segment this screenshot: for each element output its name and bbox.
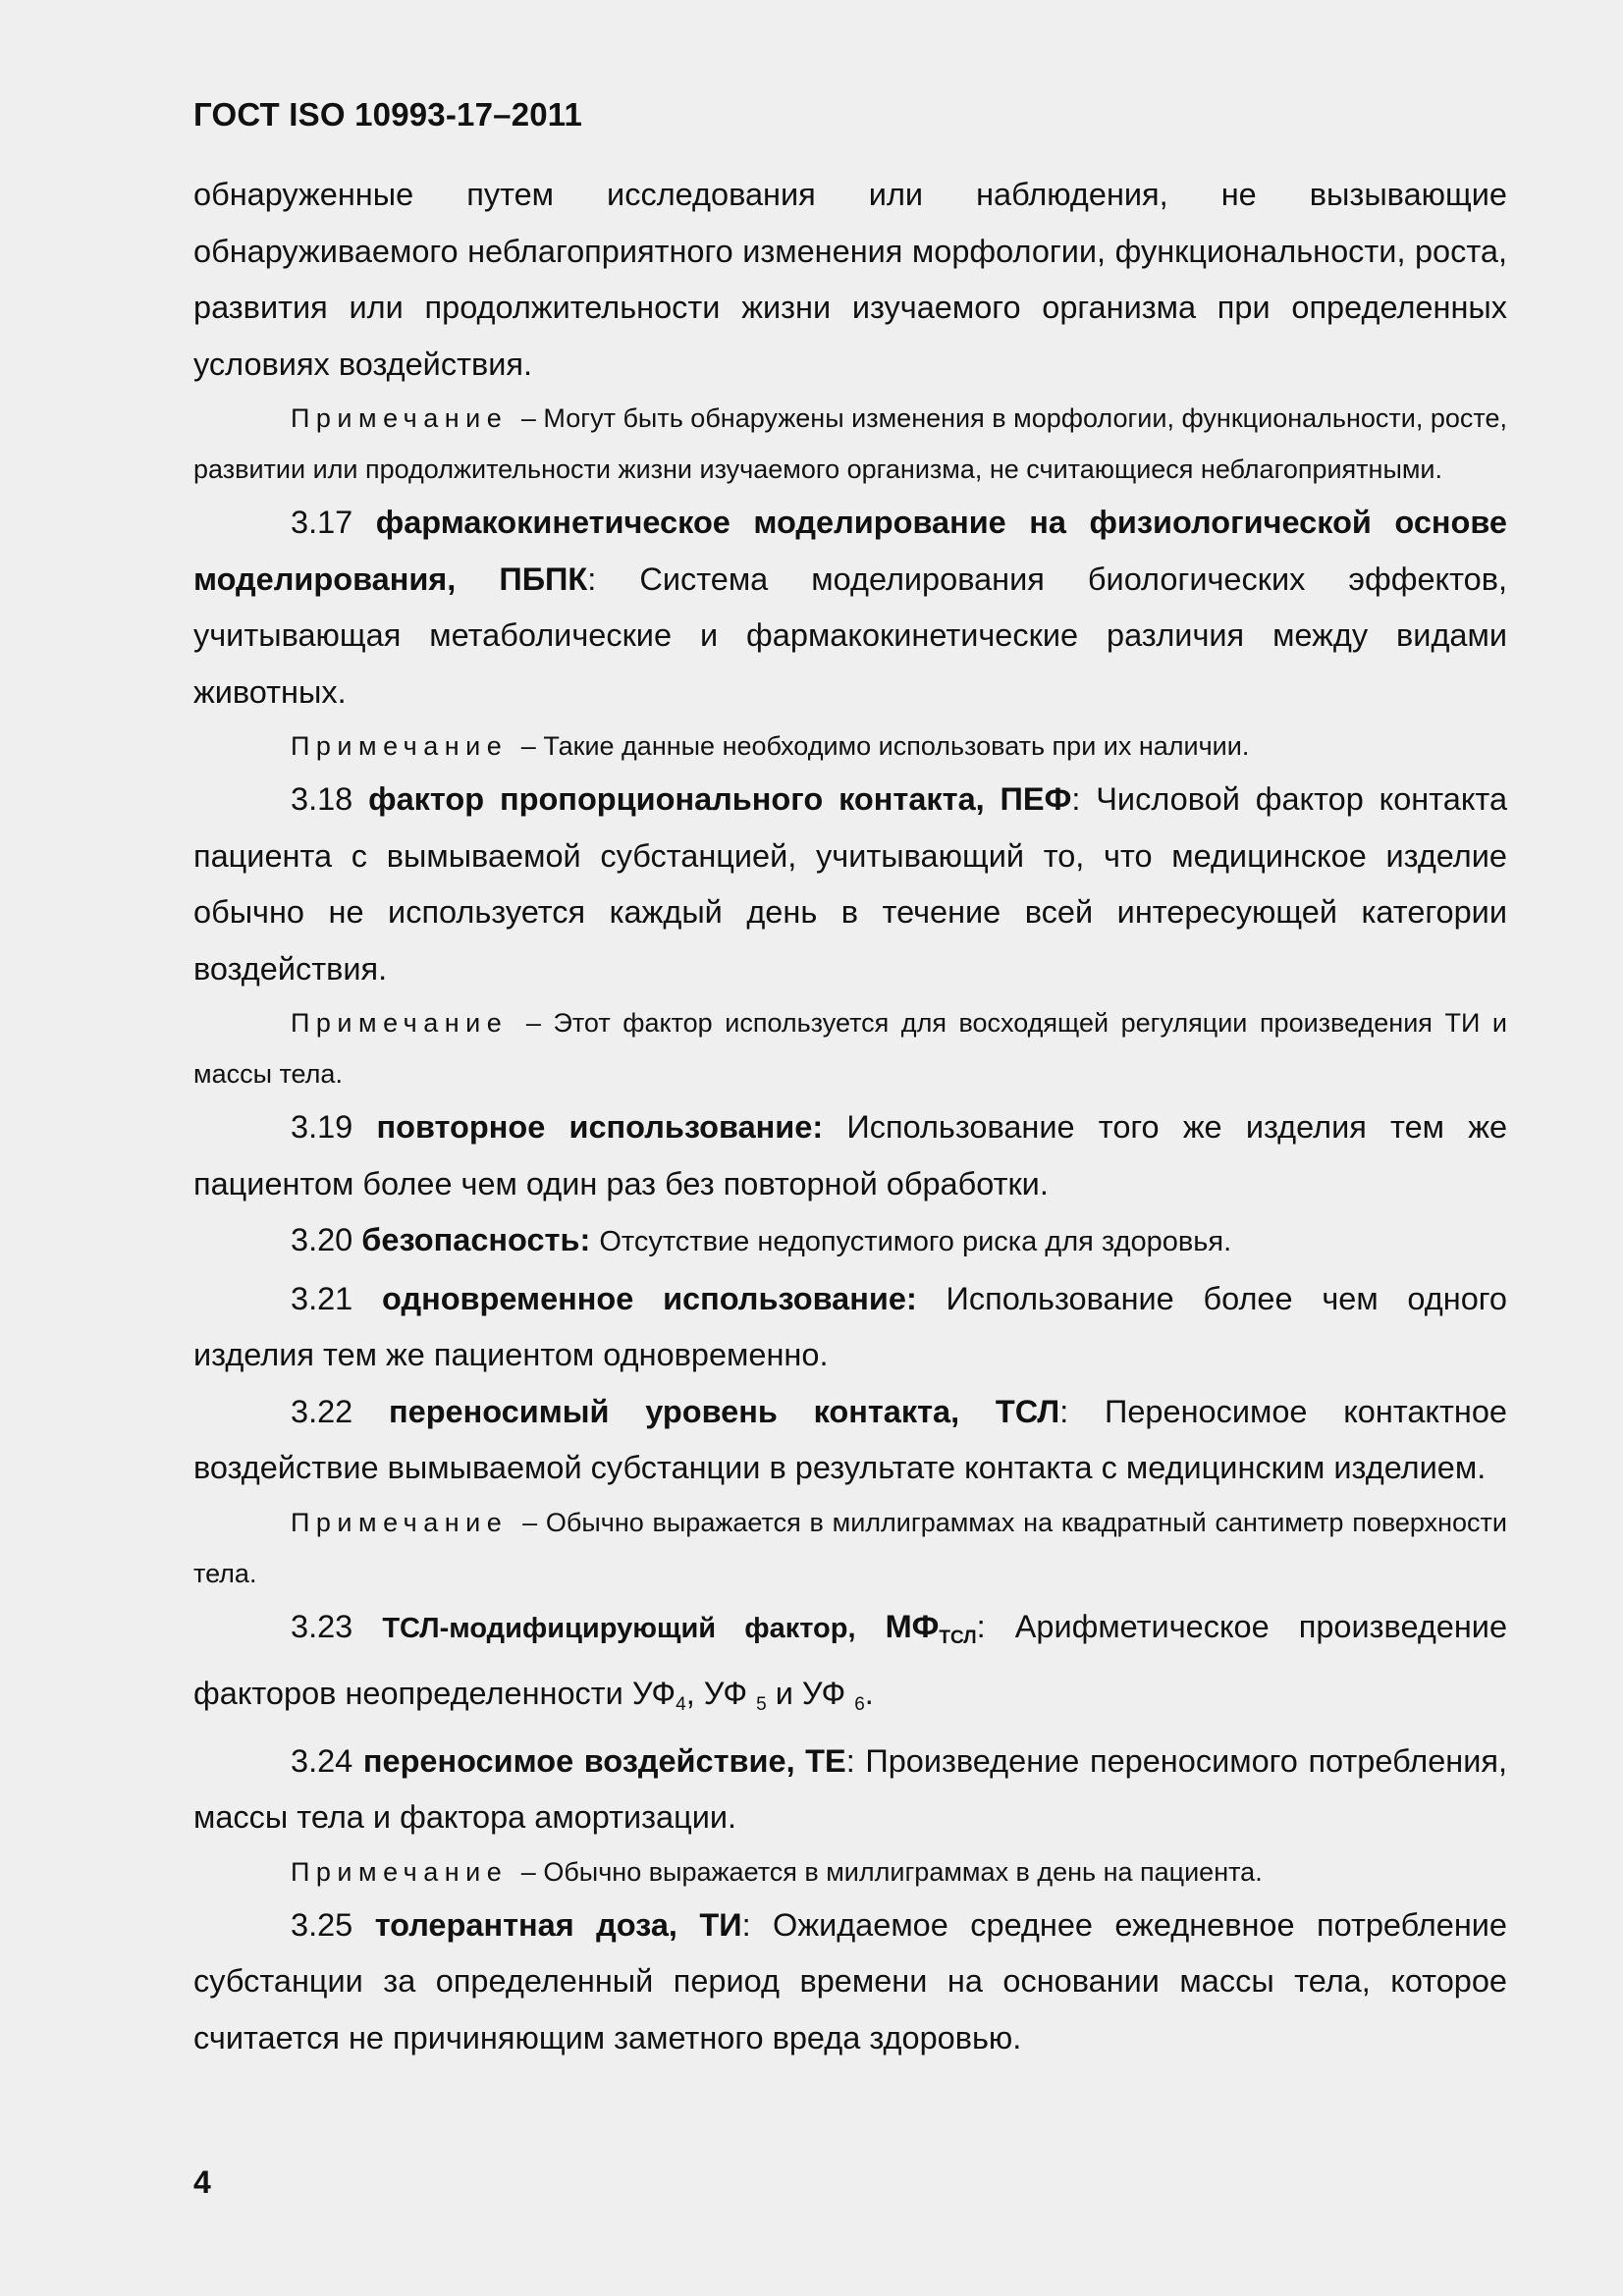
note-label: Примечание: [291, 731, 509, 761]
note-label: Примечание: [291, 1856, 509, 1887]
term-3-17: 3.17 фармакокинетическое моделирование на физиологической основе моделирования, ПБПК: Система моделирования биологических эффектов, учитывающая метаболические и фармакокинетические различия между видами животных.: [193, 505, 1508, 710]
term-title: фармакокинетическое моделирование на физиологической основе моделирования, ПБПК: [193, 505, 1508, 597]
term-3-25: 3.25 толерантная доза, ТИ: Ожидаемое среднее ежедневное потребление субстанции за определенный период времени на основании массы тела, которое считается не причиняющим заметного вреда здоровью.: [193, 1906, 1507, 2056]
term-3-24: 3.24 переносимое воздействие, ТЕ: Произведение переносимого потребления, массы тела и фактора амортизации.: [193, 1742, 1507, 1835]
term-title: переносимый уровень контакта, ТСЛ: [389, 1393, 1060, 1429]
note-4: Примечание – Обычно выражается в миллиграммах на квадратный сантиметр поверхности тела.: [193, 1507, 1507, 1588]
note-1: Примечание – Могут быть обнаружены изменения в морфологии, функциональности, росте, развитии или продолжительности жизни изучаемого организма, не считающиеся неблагоприятными.: [193, 403, 1507, 484]
note-5: Примечание – Обычно выражается в миллиграммах в день на пациента.: [291, 1856, 1263, 1887]
page-number: 4: [193, 2164, 211, 2200]
paragraph-intro: обнаруженные путем исследования или наблюдения, не вызывающие обнаруживаемого неблагоприятного изменения морфологии, функциональности, роста, развития или продолжительности жизни изучаемого организма при определенных условиях воздействия.: [193, 177, 1507, 382]
term-3-21: 3.21 одновременное использование: Использование более чем одного изделия тем же пациентом одновременно.: [193, 1280, 1507, 1372]
term-3-22: 3.22 переносимый уровень контакта, ТСЛ: Переносимое контактное воздействие вымываемой субстанции в результате контакта с медицинским изделием.: [193, 1393, 1507, 1485]
page-header: ГОСТ ISO 10993-17–2011: [193, 96, 583, 133]
note-label: Примечание: [291, 1008, 509, 1038]
term-title: фактор пропорционального контакта, ПЕФ: [368, 781, 1072, 817]
term-title: переносимое воздействие, ТЕ: [362, 1742, 846, 1779]
note-3: Примечание – Этот фактор используется для восходящей регуляции произведения ТИ и массы тела.: [193, 1008, 1507, 1089]
page-body: [193, 167, 1507, 2066]
term-abbreviation: МФ: [885, 1608, 940, 1644]
term-title: повторное использование:: [376, 1109, 824, 1145]
term-title: одновременное использование:: [382, 1280, 917, 1316]
note-label: Примечание: [291, 1507, 509, 1537]
term-title: ТСЛ-модифицирующий фактор,: [382, 1612, 856, 1644]
term-3-18: 3.18 фактор пропорционального контакта, ПЕФ: Числовой фактор контакта пациента с вымываемой субстанцией, учитывающий то, что медицинское изделие обычно не используется каждый день в течение всей интересующей категории воздействия.: [193, 781, 1508, 987]
note-label: Примечание: [291, 403, 509, 433]
term-3-20: 3.20 безопасность: Отсутствие недопустимого риска для здоровья.: [291, 1222, 1232, 1257]
term-3-23: 3.23 ТСЛ-модифицирующий фактор, $МФ_{ТСЛ}$: Арифметическое произведение факторов неопределенности $УФ_4$, УФ $_5$ и УФ $_6$.: [193, 1608, 1508, 1715]
note-2: Примечание – Такие данные необходимо использовать при их наличии.: [291, 731, 1250, 761]
term-title: безопасность:: [361, 1222, 591, 1257]
term-3-19: 3.19 повторное использование: Использование того же изделия тем же пациентом более чем один раз без повторной обработки.: [193, 1109, 1508, 1201]
term-title: толерантная доза, ТИ: [374, 1906, 742, 1943]
